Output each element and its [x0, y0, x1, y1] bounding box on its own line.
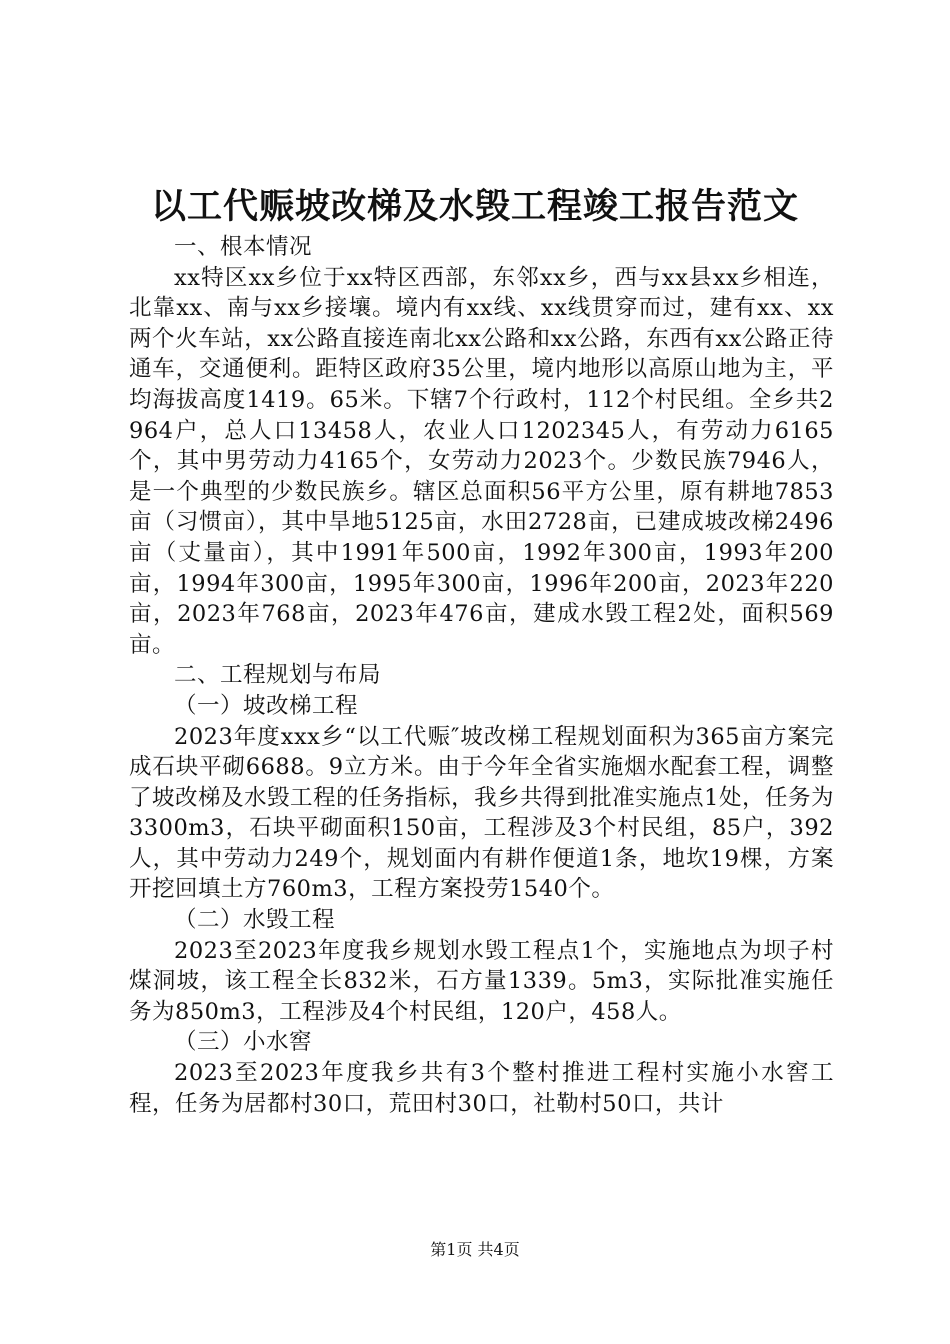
paragraph-terrace: 2023年度xxx乡“以工代赈″坡改梯工程规划面积为365亩方案完成石块平砌6688。9立方米。由于今年全省实施烟水配套工程，调整了坡改梯及水毁工程的任务指标，我乡共得到批准实施点1处，任务为3300m3，石块平砌面积150亩，工程涉及3个村民组，85户，392人，其中劳动力249个，规划面内有耕作便道1条，地坎19棵，方案开挖回填土方760m3，工程方案投劳1540个。	[129, 723, 834, 903]
section-heading-planning-layout: 二、工程规划与布局	[174, 662, 382, 689]
document-title: 以工代赈坡改梯及水毁工程竣工报告范文	[150, 186, 799, 227]
paragraph-water-cellar: 2023至2023年度我乡共有3个整村推进工程村实施小水窖工程，任务为居都村30口，荒田村30口，社勒村50口，共计	[129, 1060, 834, 1117]
document-body	[129, 232, 834, 1119]
subsection-heading-terrace: （一）坡改梯工程	[174, 692, 359, 719]
paragraph-flood-damage: 2023至2023年度我乡规划水毁工程点1个，实施地点为坝子村煤洞坡，该工程全长832米，石方量1339。5m3，实际批准实施任务为850m3，工程涉及4个村民组，120户，458人。	[129, 937, 834, 1025]
subsection-heading-flood-damage: （二）水毁工程	[174, 907, 336, 934]
page-number-footer: 第1页 共4页	[430, 1240, 520, 1259]
section-heading-basic-situation: 一、根本情况	[174, 234, 313, 260]
paragraph-basic-situation: xx特区xx乡位于xx特区西部，东邻xx乡，西与xx县xx乡相连，北靠xx、南与xx乡接壤。境内有xx线、xx线贯穿而过，建有xx、xx两个火车站，xx公路直接连南北xx公路和xx公路，东西有xx公路正待通车，交通便利。距特区政府35公里，境内地形以高原山地为主，平均海拔高度1419。65米。下辖7个行政村，112个村民组。全乡共2964户，总人口13458人，农业人口1202345人，有劳动力6165个，其中男劳动力4165个，女劳动力2023个。少数民族7946人，是一个典型的少数民族乡。辖区总面积56平方公里，原有耕地7853亩（习惯亩），其中旱地5125亩，水田2728亩，已建成坡改梯2496亩（丈量亩），其中1991年500亩，1992年300亩，1993年200亩，1994年300亩，1995年300亩，1996年200亩，2023年220亩，2023年768亩，2023年476亩，建成水毁工程2处，面积569亩。	[129, 264, 834, 658]
subsection-heading-water-cellar: （三）小水窖	[174, 1029, 313, 1056]
